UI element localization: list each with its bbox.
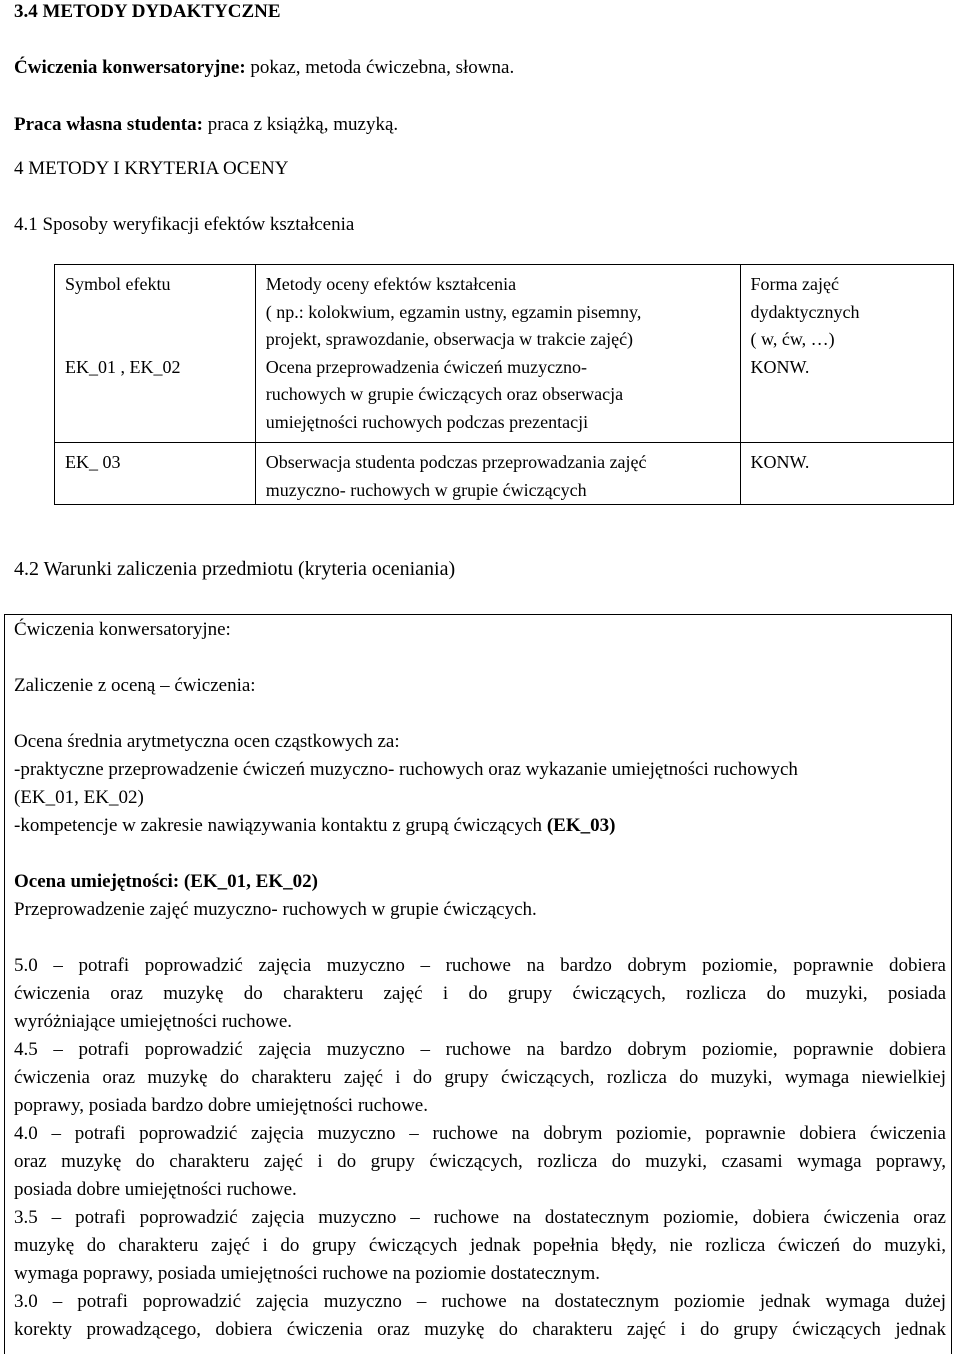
grade-3-5-line-3: wymaga poprawy, posiada umiejętności ruchowe na poziomie dostatecznym. [14,1263,601,1284]
section-heading-3-4: 3.4 METODY DYDAKTYCZNE [14,1,281,22]
header-form-line-2: dydaktycznych [750,301,860,322]
competence-text: -kompetencje w zakresie nawiązywania kontaktu z grupą ćwiczących [14,815,547,836]
skills-assessment-label: Ocena umiejętności: (EK_01, EK_02) [14,871,318,892]
teaching-methods-exercises [14,56,514,80]
header-symbol-cell [55,265,256,443]
verification-table [54,264,954,505]
criteria-competence [14,812,946,840]
header-form-line-3: ( w, ćw, …) [750,329,835,349]
row2-form: KONW. [750,452,810,472]
grade-4-0-line-1: 4.0 – potrafi poprowadzić zajęcia muzyczno – ruchowe na dobrym poziomie, poprawnie dobiera ćwiczenia [14,1123,946,1144]
section-heading-4-1: 4.1 Sposoby weryfikacji efektów kształcenia [14,214,355,235]
competence-code: (EK_03) [546,815,616,836]
section-heading-4: 4 METODY I KRYTERIA OCENY [14,158,289,179]
grade-4-5-line-1: 4.5 – potrafi poprowadzić zajęcia muzyczno – ruchowe na bardzo dobrym poziomie, poprawnie dobiera [14,1039,946,1060]
section-heading-4-2: 4.2 Warunki zaliczenia przedmiotu (kryteria oceniania) [14,558,456,580]
criteria-average-intro: Ocena średnia arytmetyczna ocen cząstkowych za: [14,731,400,752]
exercises-label: Ćwiczenia konwersatoryjne: [14,57,246,78]
row2-symbol-cell [55,443,256,505]
self-study-label: Praca własna studenta: [14,114,203,135]
grade-4-0-line-3: posiada dobre umiejętności ruchowe. [14,1179,297,1200]
grade-3-5-line-1: 3.5 – potrafi poprowadzić zajęcia muzyczno – ruchowe na dostatecznym poziomie, dobiera ćwiczenia oraz [14,1207,946,1228]
grade-4-0-line-2: oraz muzykę do charakteru zajęć i do grupy ćwiczących, rozlicza do muzyki, czasami wymaga poprawy, [14,1151,946,1172]
header-methods-line-2: ( np.: kolokwium, egzamin ustny, egzamin pisemny, [265,301,642,322]
row2-form-cell [740,443,954,505]
self-study-text: praca z książką, muzyką. [202,114,399,135]
criteria-grading-label: Zaliczenie z oceną – ćwiczenia: [14,675,256,696]
table-header-row [55,265,954,443]
grade-5-0-line-3: wyróżniające umiejętności ruchowe. [14,1011,293,1032]
exercises-text: pokaz, metoda ćwiczebna, słowna. [245,57,515,78]
row2-method-line-1: Obserwacja studenta podczas przeprowadzania zajęć [265,452,647,472]
header-methods-line-3: projekt, sprawozdanie, obserwacja w trakcie zajęć) [265,329,634,349]
grade-3-0-line-2: korekty prowadzącego, dobiera ćwiczenia oraz muzykę do charakteru zajęć i do grupy ćwiczących jednak [14,1319,946,1340]
header-symbol: Symbol efektu [65,274,171,294]
header-form-cell [740,265,954,443]
header-methods-cell [255,265,740,443]
grade-4-5-line-2: ćwiczenia oraz muzykę do charakteru zajęć i do grupy ćwiczących, rozlicza do muzyki, wymaga niewielkiej [14,1067,946,1088]
row2-method-line-2: muzyczno- ruchowych w grupie ćwiczących [265,479,587,500]
table-row [55,443,954,505]
grade-5-0-line-2: ćwiczenia oraz muzykę do charakteru zajęć i do grupy ćwiczących, rozlicza do muzyki, posiada [14,983,946,1004]
criteria-exercises-label: Ćwiczenia konwersatoryjne: [14,619,231,640]
row2-method-cell [255,443,740,505]
skills-assessment-text: Przeprowadzenie zajęć muzyczno- ruchowych w grupie ćwiczących. [14,899,537,920]
row2-symbol: EK_ 03 [65,452,121,472]
row1-method-line-3: umiejętności ruchowych podczas prezentacji [265,411,589,432]
header-form-line-1: Forma zajęć [750,274,839,294]
grade-5-0-line-1: 5.0 – potrafi poprowadzić zajęcia muzyczno – ruchowe na bardzo dobrym poziomie, poprawnie dobiera [14,955,946,976]
row1-symbol: EK_01 , EK_02 [65,356,181,377]
row1-method-line-2: ruchowych w grupie ćwiczących oraz obserwacja [265,384,624,404]
row1-form: KONW. [750,356,810,377]
header-methods-line-1: Metody oceny efektów kształcenia [265,274,517,294]
criteria-practical-line-2: (EK_01, EK_02) [14,787,144,808]
teaching-methods-self-study [14,113,398,137]
grade-3-5-line-2: muzykę do charakteru zajęć i do grupy ćwiczących jednak popełnia błędy, nie rozlicza ćwiczeń do muzyki, [14,1235,946,1256]
grade-3-0-line-1: 3.0 – potrafi poprowadzić zajęcia muzyczno – ruchowe na dostatecznym poziomie jednak wymaga dużej [14,1291,946,1312]
row1-method-line-1: Ocena przeprowadzenia ćwiczeń muzyczno- [265,356,588,377]
criteria-practical-line-1: -praktyczne przeprowadzenie ćwiczeń muzyczno- ruchowych oraz wykazanie umiejętności ruchowych [14,759,798,780]
grade-4-5-line-3: poprawy, posiada bardzo dobre umiejętności ruchowe. [14,1095,428,1116]
